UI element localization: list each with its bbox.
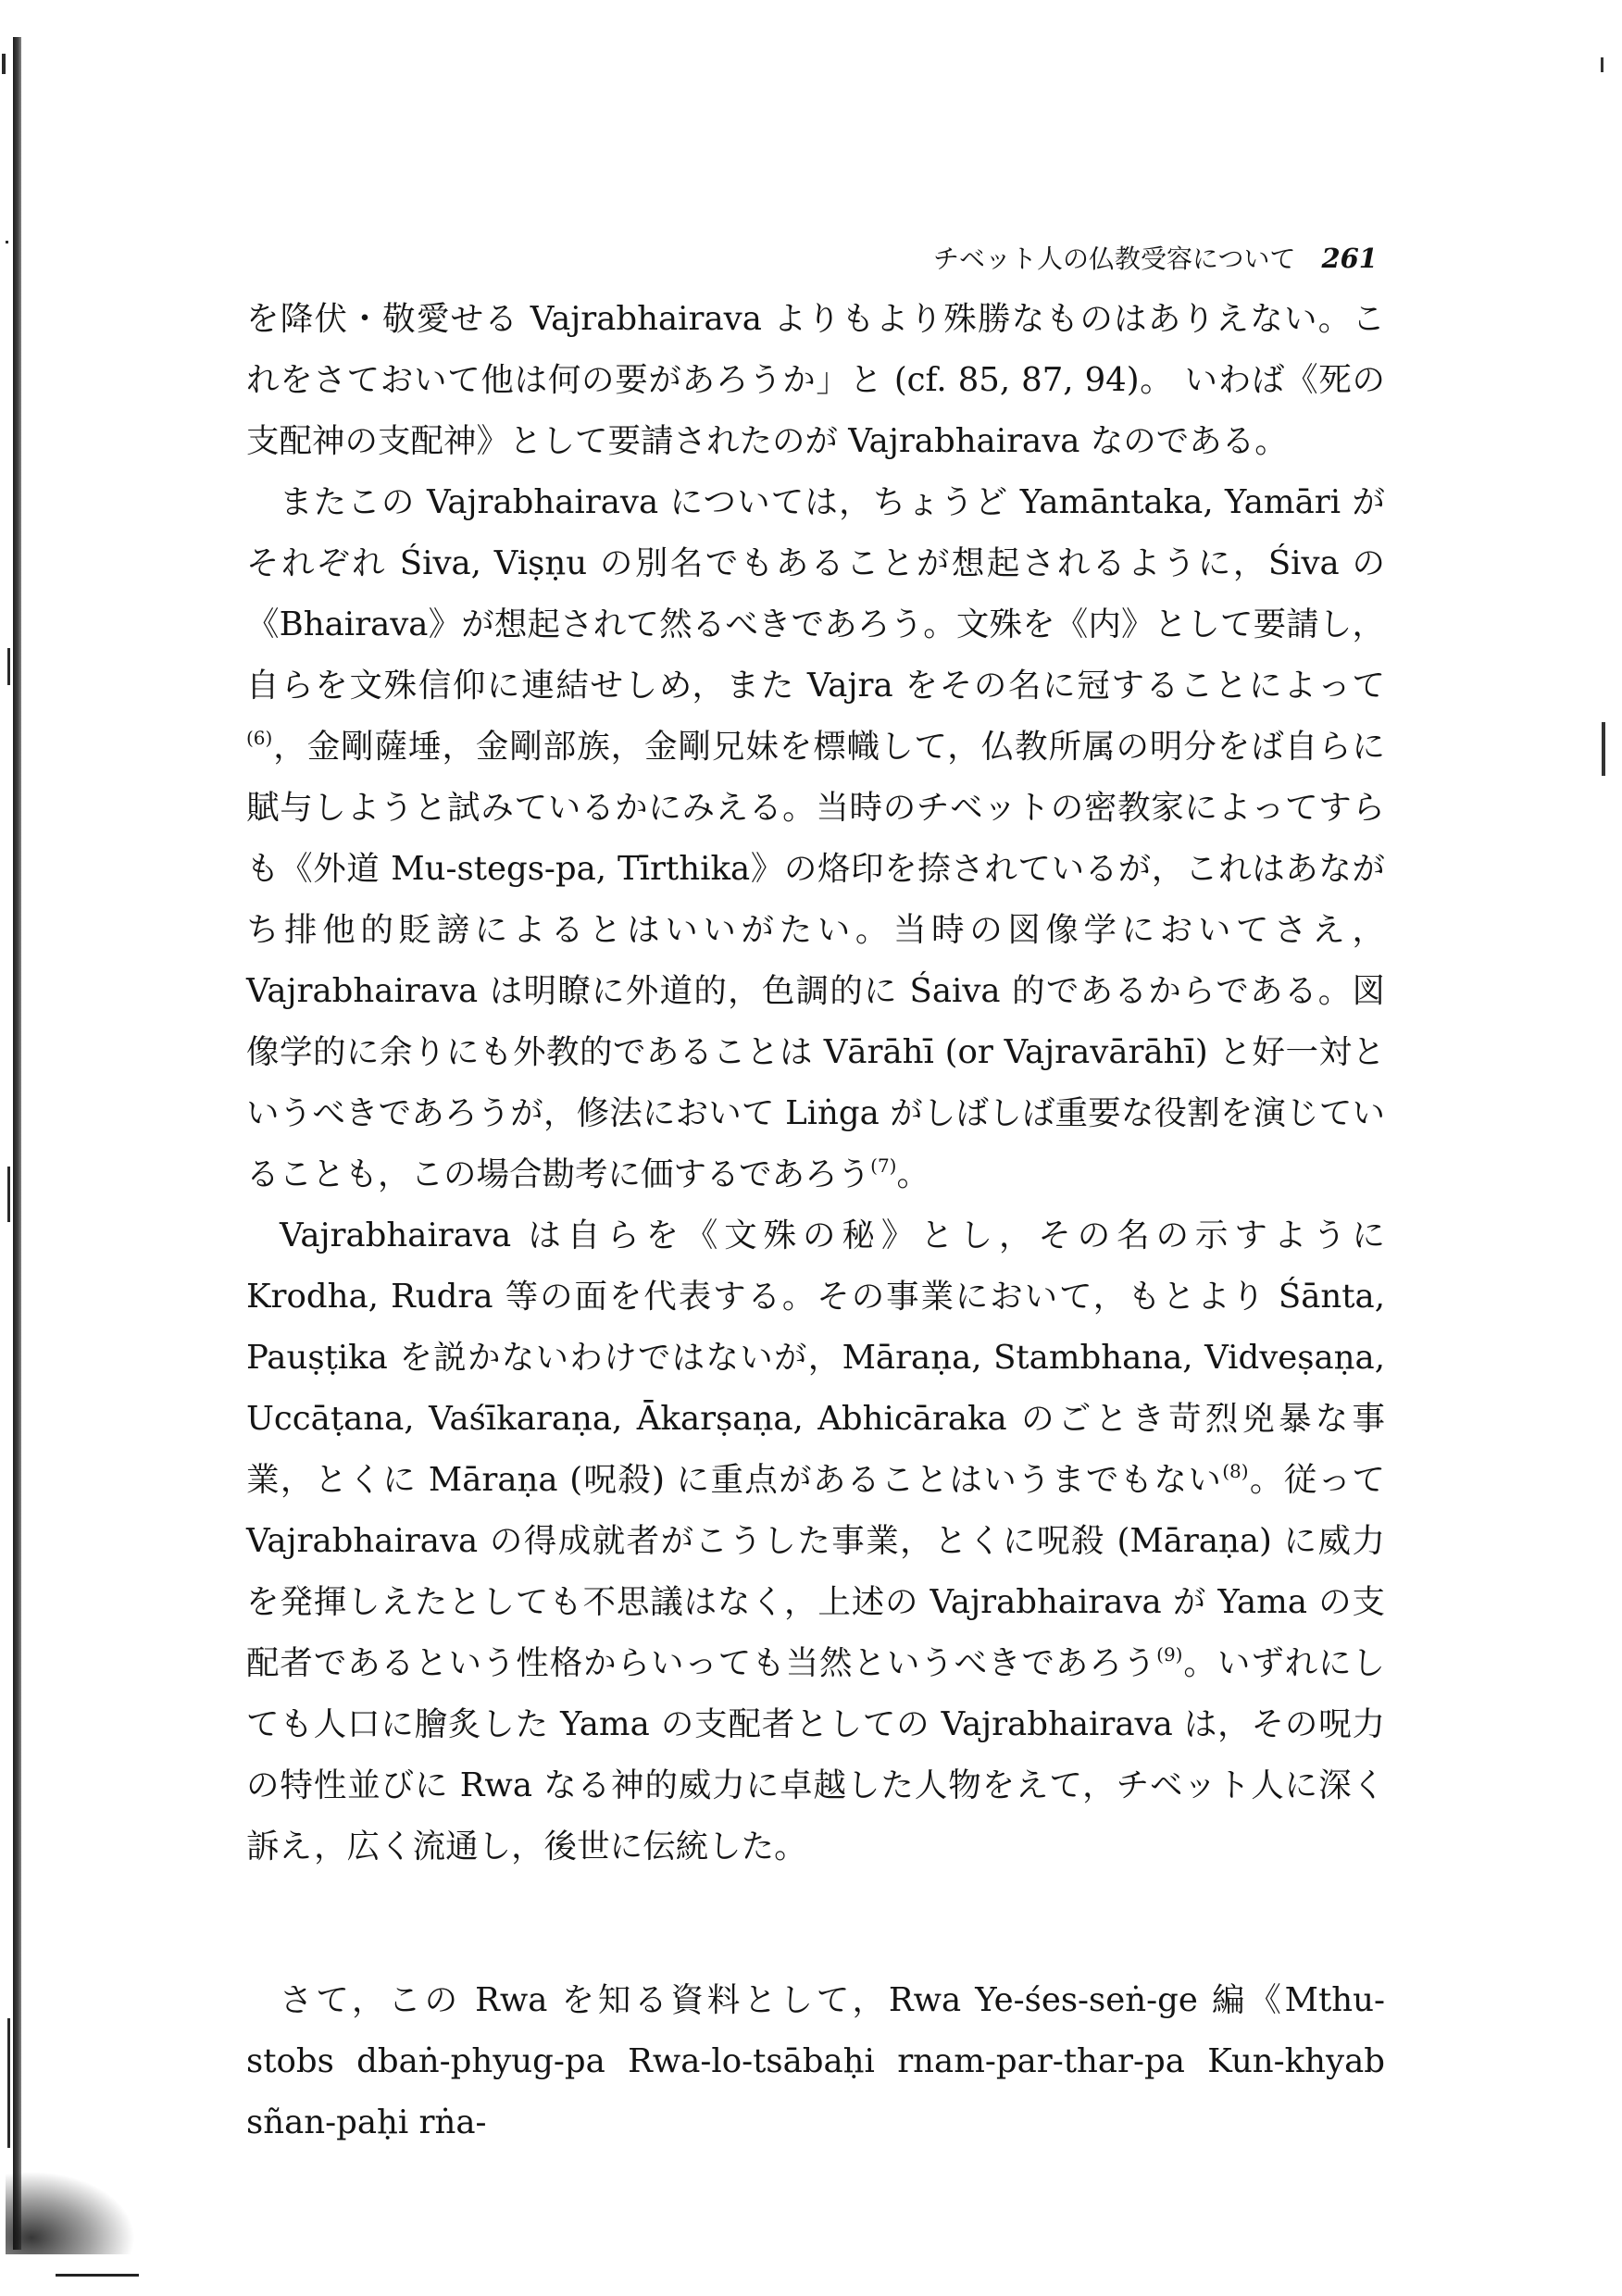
paragraph-4 [246,1970,1385,2153]
footnote-ref-7: (7) [870,1154,897,1177]
binding-speck [2,54,6,74]
page-binding-edge [13,37,21,2250]
edge-mark [1602,722,1605,776]
paragraph-text: 。従って Vajrabhairava の得成就者がこうした事業，とくに呪殺 (Māraṇa) に威力を発揮しえたとしても不思議はなく，上述の Vajrabhairava が Yama の支配者であるという性格からいっても当然というべきであろう [246,1461,1385,1682]
footnote-ref-9: (9) [1156,1643,1183,1666]
paragraph-text: Vajrabhairava は自らを《文殊の秘》とし，その名の示すように Krodha, Rudra 等の面を代表する。その事業において，もとより Śānta, Pauṣṭika を説かないわけではないが，Māraṇa, Stambhana, Vidveṣaṇa, Uccāṭana, Vaśīkaraṇa, Ākarṣaṇa, Abhicāraka のごとき苛烈兇暴な事業，とくに Māraṇa (呪殺) に重点があることはいうまでもない [246,1217,1385,1499]
bottom-rule [56,2274,139,2277]
page-number: 261 [1321,243,1378,274]
binding-smear [6,2171,135,2254]
edge-mark [1601,57,1603,72]
binding-speck [6,241,8,243]
paragraph-1 [246,289,1385,472]
paragraph-text: さて，この Rwa を知る資料として，Rwa Ye-śes-seṅ-ge 編《Mthu-stobs dbaṅ-phyug-pa Rwa-lo-tsābaḥi rnam-par-thar-pa Kun-khyab sñan-paḥi rṅa- [246,1981,1385,2141]
paragraph-text: またこの Vajrabhairava については，ちょうど Yamāntaka, Yamāri がそれぞれ Śiva, Viṣṇu の別名でもあることが想起されるように，Śiva の《Bhairava》が想起されて然るべきであろう。文殊を《内》として要請し，自らを文殊信仰に連結せしめ，また Vajra をその名に冠することによって [246,483,1385,705]
footnote-ref-8: (8) [1222,1460,1249,1482]
paragraph-text: を降伏・敬愛せる Vajrabhairava よりもより殊勝なものはありえない。これをさておいて他は何の要があろうか」と (cf. 85, 87, 94)。 いわば《死の支配神の支配神》として要請されたのが Vajrabhairava なのである。 [246,300,1385,460]
binding-speck [7,2018,10,2148]
paragraph-3 [246,1205,1385,1878]
paragraph-text: ，金剛薩埵，金剛部族，金剛兄妹を標幟して，仏教所属の明分をば自らに賦与しようと試みているかにみえる。当時のチベットの密教家によってすらも《外道 Mu-stegs-pa, Tīrthika》の烙印を捺されているが，これはあながち排他的貶謗によるとはいいがたい。当時の図像学においてさえ，Vajrabhairava は明瞭に外道的，色調的に Śaiva 的であるからである。図像学的に余りにも外教的であることは Vārāhī (or Vajravārāhī) と好一対というべきであろうが，修法において Liṅga がしばしば重要な役割を演じていることも，この場合勘考に価するであろう [246,728,1385,1193]
running-title: チベット人の仏教受容について [933,243,1296,274]
paragraph-text: 。いずれにしても人口に膾炙した Yama の支配者としての Vajrabhairava は，その呪力の特性並びに Rwa なる神的威力に卓越した人物をえて，チベット人に深く訴え，広く流通し，後世に伝統した。 [246,1644,1385,1866]
paragraph-2 [246,472,1385,1205]
binding-speck [7,1167,10,1222]
binding-speck [7,648,10,685]
paragraph-text: 。 [896,1155,930,1193]
body-text [246,289,1385,2153]
running-head [878,239,1378,276]
footnote-ref-6: (6) [246,727,273,749]
